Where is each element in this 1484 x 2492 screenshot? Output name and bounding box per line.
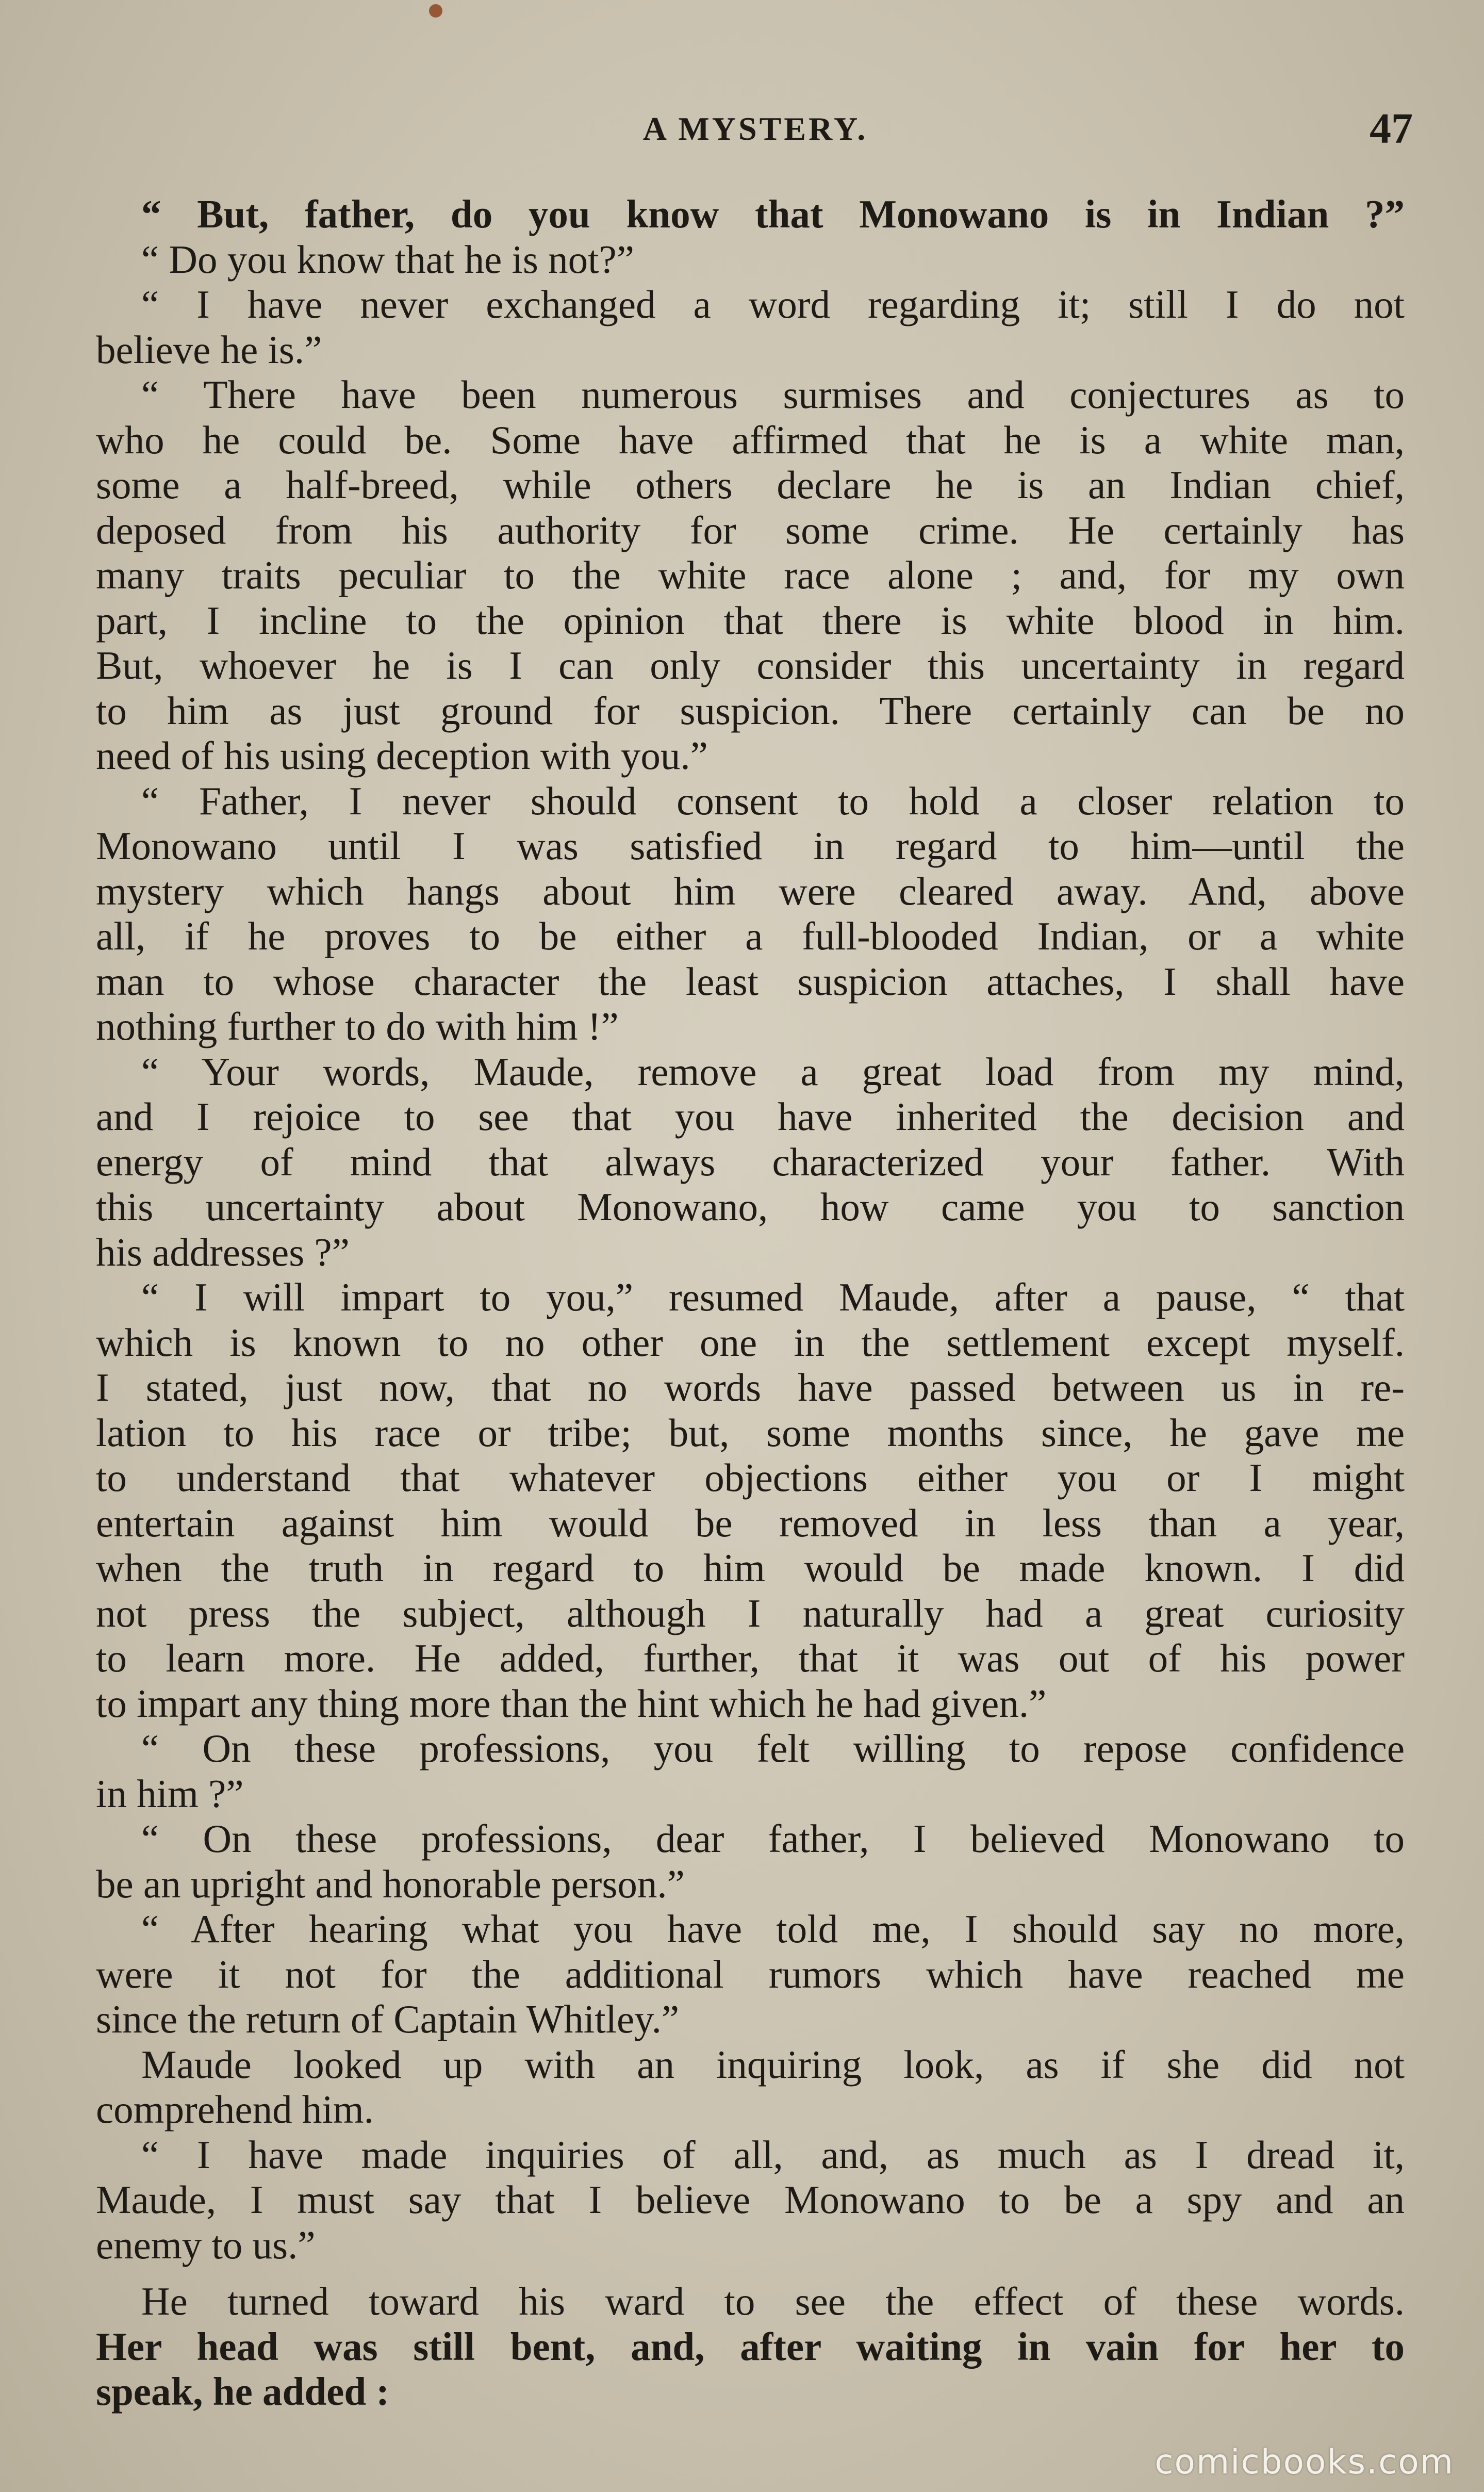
text-line: his addresses ?” (96, 1229, 350, 1274)
text-line: enemy to us.” (96, 2222, 316, 2267)
text-line: speak, he added : (96, 2369, 390, 2414)
text-line: “ I will impart to you,” resumed Maude, after a pause, “ that (141, 1275, 1405, 1319)
text-line: this uncertainty about Monowano, how came you to sanction (96, 1185, 1405, 1229)
text-line: in him ?” (96, 1771, 244, 1816)
watermark: comicbooks.com (1155, 2442, 1454, 2482)
text-line: believe he is.” (96, 327, 322, 372)
text-line: Her head was still bent, and, after waiting in vain for her to (96, 2324, 1405, 2369)
text-line: “ Father, I never should consent to hold a closer relation to (141, 778, 1405, 823)
text-line: to understand that whatever objections either you or I might (96, 1455, 1405, 1500)
text-line: Maude looked up with an inquiring look, as if she did not (141, 2042, 1405, 2087)
text-line: part, I incline to the opinion that there is white blood in him. (96, 598, 1405, 643)
text-line: “ But, father, do you know that Monowano is in Indian ?” (141, 192, 1405, 236)
text-line: “ I have made inquiries of all, and, as much as I dread it, (141, 2132, 1405, 2177)
text-line: to learn more. He added, further, that it was out of his power (96, 1636, 1405, 1680)
text-line: energy of mind that always characterized your father. With (96, 1139, 1405, 1184)
text-line: lation to his race or tribe; but, some months since, he gave me (96, 1410, 1405, 1455)
text-line: “ I have never exchanged a word regarding it; still I do not (141, 282, 1405, 326)
text-line: not press the subject, although I naturally had a great curiosity (96, 1591, 1405, 1635)
body-text (96, 192, 1405, 2415)
paragraph-gap (96, 2268, 1405, 2279)
text-line: “ Do you know that he is not?” (141, 237, 634, 282)
page-number: 47 (1370, 105, 1413, 153)
text-line: to impart any thing more than the hint which he had given.” (96, 1681, 1047, 1726)
text-line: since the return of Captain Whitley.” (96, 1997, 680, 2041)
text-line: “ Your words, Maude, remove a great load from my mind, (141, 1049, 1405, 1094)
text-line: to him as just ground for suspicion. There certainly can be no (96, 688, 1405, 733)
text-line: “ On these professions, you felt willing to repose confidence (141, 1726, 1405, 1770)
text-line: Maude, I must say that I believe Monowano to be a spy and an (96, 2177, 1405, 2222)
ink-spot (429, 4, 442, 18)
text-line: which is known to no other one in the settlement except myself. (96, 1320, 1405, 1365)
text-line: many traits peculiar to the white race alone ; and, for my own (96, 553, 1405, 597)
text-line: when the truth in regard to him would be made known. I did (96, 1546, 1405, 1590)
text-line: were it not for the additional rumors which have reached me (96, 1952, 1405, 1996)
text-line: comprehend him. (96, 2087, 374, 2132)
chapter-title: A MYSTERY. (642, 110, 868, 147)
text-line: nothing further to do with him !” (96, 1004, 619, 1048)
text-line: some a half-breed, while others declare he is an Indian chief, (96, 463, 1405, 507)
text-line: “ After hearing what you have told me, I should say no more, (141, 1907, 1405, 1951)
text-line: entertain against him would be removed in less than a year, (96, 1500, 1405, 1545)
text-line: all, if he proves to be either a full-blooded Indian, or a white (96, 914, 1405, 958)
text-line: mystery which hangs about him were cleared away. And, above (96, 868, 1405, 913)
text-line: deposed from his authority for some crime. He certainly has (96, 507, 1405, 552)
text-line: “ There have been numerous surmises and conjectures as to (141, 372, 1405, 417)
text-line: But, whoever he is I can only consider this uncertainty in regard (96, 643, 1405, 687)
text-line: need of his using deception with you.” (96, 733, 708, 778)
text-line: man to whose character the least suspicion attaches, I shall have (96, 959, 1405, 1004)
running-head (98, 103, 1413, 155)
text-line: “ On these professions, dear father, I believed Monowano to (141, 1816, 1405, 1861)
text-line: who he could be. Some have affirmed that he is a white man, (96, 417, 1405, 462)
text-line: and I rejoice to see that you have inherited the decision and (96, 1094, 1405, 1139)
text-line: I stated, just now, that no words have passed between us in re- (96, 1365, 1405, 1409)
text-line: be an upright and honorable person.” (96, 1861, 685, 1906)
text-line: Monowano until I was satisfied in regard to him—until the (96, 824, 1405, 868)
text-line: He turned toward his ward to see the effect of these words. (141, 2279, 1405, 2323)
